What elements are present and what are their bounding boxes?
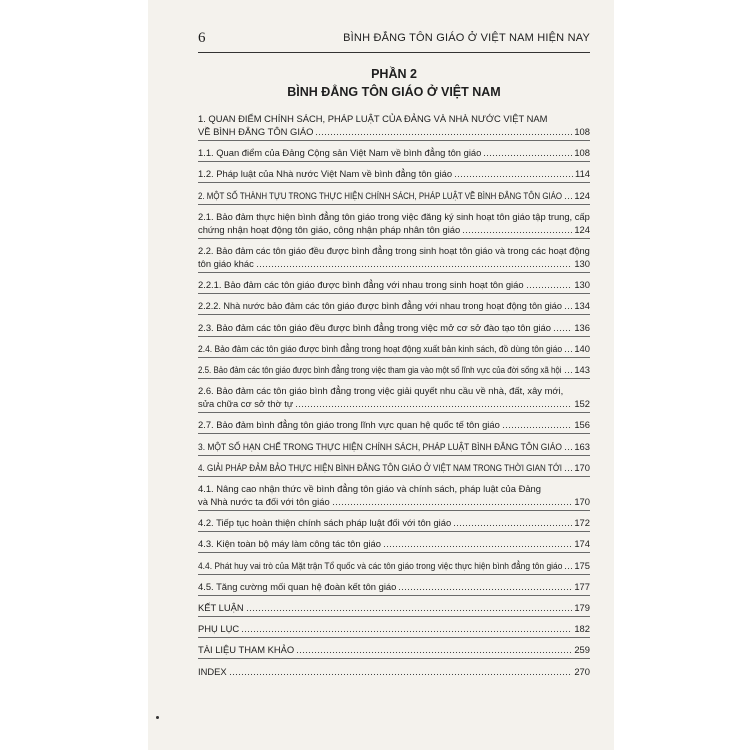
toc-separator [198,412,590,413]
dot-leader [502,419,573,428]
toc-entry-line [198,167,590,180]
toc-entry-line [198,516,590,529]
dot-leader [564,560,572,569]
dot-leader [564,441,572,450]
toc-page-number: 130 [574,258,590,269]
toc-separator [198,658,590,659]
toc-separator [198,595,590,596]
toc-entry-title: KẾT LUẬN [198,602,244,613]
toc-entry-title: 2.2.1. Bảo đảm các tôn giáo được bình đẳng với nhau trong sinh hoạt tôn giáo [198,279,524,291]
toc-separator [198,204,590,205]
toc-separator [198,455,590,456]
toc-entry-title: 2.2.2. Nhà nước bảo đảm các tôn giáo được bình đẳng với nhau trong hoạt động tôn giáo [198,300,562,312]
toc-entry-line [198,112,590,125]
toc-entry-line [198,622,590,635]
toc-entry-line [198,299,590,312]
toc-entry-line [198,482,590,495]
toc-entry-title: chứng nhận hoạt động tôn giáo, công nhận pháp nhân tôn giáo [198,223,461,235]
toc-entry-title: 4.2. Tiếp tục hoàn thiện chính sách pháp luật đối với tôn giáo [198,517,452,529]
dot-leader [564,343,572,352]
paper-speck [156,716,159,719]
running-head [198,30,590,52]
toc-entry-title: 3. MỘT SỐ HẠN CHẾ TRONG THỰC HIỆN CHÍNH SÁCH, PHÁP LUẬT BÌNH ĐẲNG TÔN GIÁO [198,440,562,452]
toc-page-number: 140 [574,342,590,354]
dot-leader [315,126,572,135]
toc-page-number: 156 [574,419,590,431]
toc-page-number: 179 [574,602,590,613]
toc-separator [198,574,590,575]
dot-leader [564,364,573,373]
page-number: 6 [198,30,206,46]
dot-leader [553,322,572,331]
toc-page-number: 163 [574,440,590,452]
dot-leader [564,300,572,309]
dot-leader [453,517,572,526]
toc-entry-title: 2.4. Bảo đảm các tôn giáo được bình đẳng trong hoạt động xuất bản kinh sách, đồ dùng tôn giáo [198,342,563,354]
toc-entry-line [198,257,590,270]
toc-entry-line [198,418,590,431]
toc-entry-line [198,384,590,397]
toc-separator [198,552,590,553]
toc-separator [198,314,590,315]
toc-page-number: 143 [574,364,590,375]
toc-page-number: 172 [574,517,590,529]
toc-entry-title: 4.4. Phát huy vai trò của Mặt trận Tổ quốc và các tôn giáo trong việc thực hiện bình đẳng tôn giáo [198,559,563,571]
toc-page-number: 124 [574,189,590,201]
toc-entry-title: 1.2. Pháp luật của Nhà nước Việt Nam về bình đẳng tôn giáo [198,168,453,180]
toc-page-number: 170 [574,461,590,473]
toc-entry-title: 2.2. Bảo đảm các tôn giáo đều được bình đẳng trong sinh hoạt tôn giáo và trong các hoạt động [198,245,590,256]
toc-page-number: 134 [574,300,590,312]
toc-page-number: 108 [574,147,590,159]
toc-entry-line [198,461,590,474]
dot-leader [483,147,572,156]
toc-separator [198,476,590,477]
toc-entry-line [198,342,590,355]
toc-separator [198,182,590,183]
dot-leader [295,398,572,407]
toc-entry-title: tôn giáo khác [198,258,254,269]
toc-entry-title: 2.5. Bảo đảm các tôn giáo được bình đẳng trong việc tham gia vào một số lĩnh vực của đời sống xã hội [198,364,562,375]
toc-entry-title: 2.7. Bảo đảm bình đẳng tôn giáo trong lĩnh vực quan hệ quốc tế tôn giáo [198,419,500,431]
toc-page-number: 152 [574,398,590,410]
toc-separator [198,140,590,141]
toc-entry-title: 1.1. Quan điểm của Đảng Cộng sản Việt Nam về bình đẳng tôn giáo [198,147,482,159]
toc-separator [198,272,590,273]
toc-separator [198,336,590,337]
toc-entry-line [198,125,590,138]
toc-separator [198,531,590,532]
dot-leader [256,258,573,267]
toc-entry-title: 4.1. Nâng cao nhận thức về bình đẳng tôn giáo và chính sách, pháp luật của Đảng [198,483,541,494]
toc-page-number: 108 [574,126,590,137]
dot-leader [383,538,572,547]
toc-entry-title: 2.3. Bảo đảm các tôn giáo đều được bình đẳng trong việc mở cơ sở đào tạo tôn giáo [198,321,551,333]
part-label: PHẦN 2 [371,67,417,81]
dot-leader [564,462,572,471]
toc-entry-line [198,223,590,236]
toc-page-number: 174 [574,538,590,550]
toc-page-number: 177 [574,580,590,592]
toc-page-number: 175 [574,559,590,571]
book-page [148,0,614,750]
dot-leader [564,190,572,199]
running-head-title: BÌNH ĐẲNG TÔN GIÁO Ở VIỆT NAM HIỆN NAY [343,32,590,44]
toc-entry-line [198,440,590,453]
header-rule [198,52,590,53]
toc-separator [198,161,590,162]
toc-entry-line [198,397,590,410]
toc-entry-line [198,580,590,593]
dot-leader [296,644,572,653]
dot-leader [229,666,573,675]
toc-entry-title: 4.5. Tăng cường mối quan hệ đoàn kết tôn giáo [198,580,397,592]
toc-entry-title: và Nhà nước ta đối với tôn giáo [198,496,330,507]
toc-entry-line [198,244,590,257]
toc-entry-line [198,537,590,550]
toc-separator [198,637,590,638]
toc-entry-title: PHỤ LỤC [198,623,240,635]
part-title: BÌNH ĐẲNG TÔN GIÁO Ở VIỆT NAM [287,85,501,99]
toc-entry-title: INDEX [198,665,227,677]
toc-entry-title: 4.3. Kiện toàn bộ máy làm công tác tôn giáo [198,538,381,550]
dot-leader [332,496,573,505]
toc-entry-line [198,601,590,614]
toc-entry-line [198,559,590,572]
toc-separator [198,616,590,617]
toc-separator [198,238,590,239]
toc-entry-line [198,643,590,656]
toc-entry-line [198,363,590,376]
dot-leader [398,581,572,590]
toc-page-number: 182 [574,623,590,635]
toc-entry-title: sửa chữa cơ sở thờ tự [198,398,294,410]
toc-page-number: 130 [574,279,590,291]
dot-leader [246,602,573,611]
toc-separator [198,510,590,511]
toc-page-number: 136 [574,321,590,333]
toc-entry-title: TÀI LIỆU THAM KHẢO [198,644,295,656]
toc-separator [198,293,590,294]
toc-entry-line [198,278,590,291]
toc-entry-line [198,665,590,678]
toc-entry-title: 2.6. Bảo đảm các tôn giáo bình đẳng trong việc giải quyết nhu cầu về nhà, đất, xây mới, [198,385,564,397]
toc-page-number: 114 [575,168,590,180]
dot-leader [454,168,573,177]
toc-entry-line [198,189,590,202]
toc-page-number: 170 [574,496,590,507]
toc-entry-line [198,210,590,223]
toc-separator [198,357,590,358]
toc-page-number: 259 [574,644,590,656]
toc-separator [198,433,590,434]
toc-entry-title: 1. QUAN ĐIỂM CHÍNH SÁCH, PHÁP LUẬT CỦA ĐẢNG VÀ NHÀ NƯỚC VIỆT NAM [198,113,548,124]
toc-entry-line [198,495,590,508]
toc-entry-title: VỀ BÌNH ĐẲNG TÔN GIÁO [198,126,314,137]
toc-entry-title: 2. MỘT SỐ THÀNH TỰU TRONG THỰC HIỆN CHÍNH SÁCH, PHÁP LUẬT VỀ BÌNH ĐẲNG TÔN GIÁO [198,189,563,201]
toc-entry-title: 2.1. Bảo đảm thực hiện bình đẳng tôn giáo trong việc đăng ký sinh hoạt tôn giáo tập trung, cấp [198,210,590,222]
toc-entry-line [198,321,590,334]
toc-entry-title: 4. GIẢI PHÁP ĐẢM BẢO THỰC HIỆN BÌNH ĐẲNG TÔN GIÁO Ở VIỆT NAM TRONG THỜI GIAN TỚI [198,461,562,473]
toc-entry-line [198,146,590,159]
toc-page-number: 270 [574,665,590,677]
dot-leader [526,279,573,288]
toc-page-number: 124 [574,223,590,235]
dot-leader [241,623,572,632]
dot-leader [462,224,572,233]
toc-separator [198,378,590,379]
